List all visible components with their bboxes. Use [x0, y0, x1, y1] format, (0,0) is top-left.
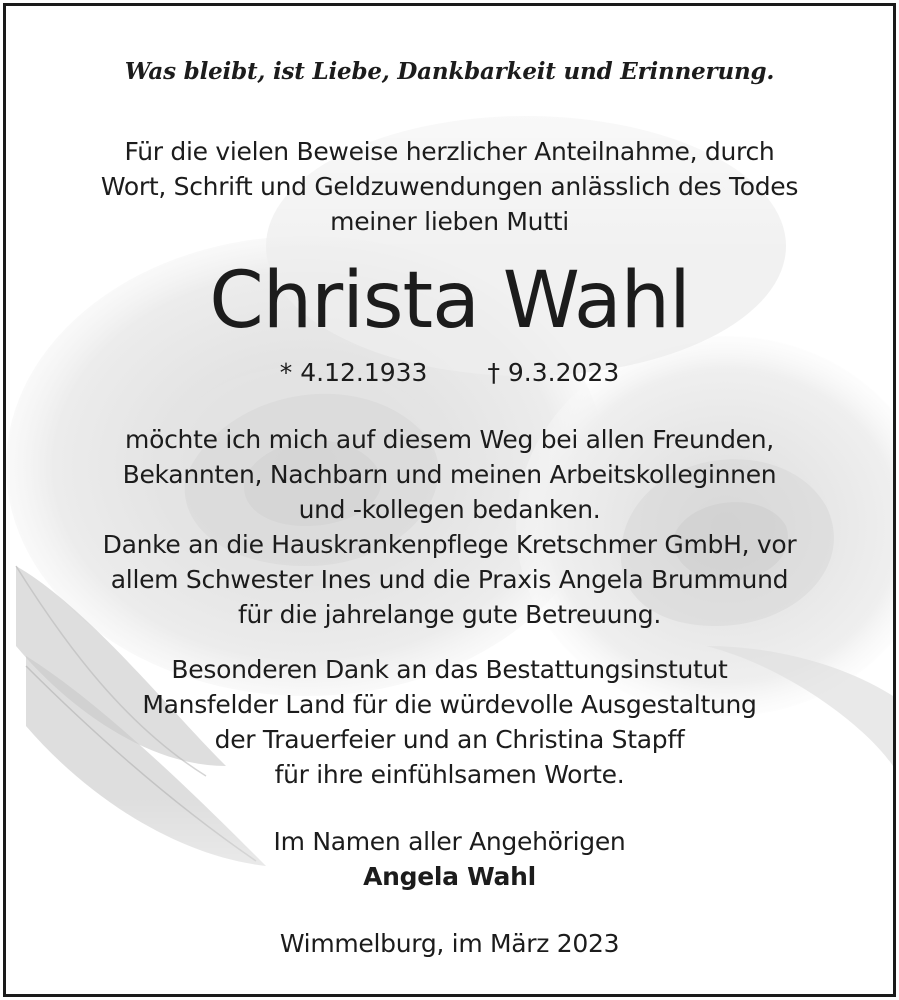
- obituary-card: [3, 3, 896, 997]
- intro-line: Für die vielen Beweise herzlicher Anteilnahme, durch: [124, 137, 775, 166]
- special-thanks-line: Mansfelder Land für die würdevolle Ausgestaltung: [142, 690, 757, 719]
- life-dates: [6, 358, 893, 387]
- thanks-line: möchte ich mich auf diesem Weg bei allen Freunden,: [125, 425, 774, 454]
- special-thanks-line: der Trauerfeier und an Christina Stapff: [214, 725, 685, 754]
- place-date: [6, 926, 893, 961]
- signer-name: Angela Wahl: [363, 862, 536, 891]
- thanks-line: und -kollegen bedanken.: [298, 495, 601, 524]
- thanks-line: allem Schwester Ines und die Praxis Angela Brummund: [110, 565, 789, 594]
- birth-date: * 4.12.1933: [279, 358, 428, 387]
- death-date: † 9.3.2023: [487, 358, 620, 387]
- place-date-line: Wimmelburg, im März 2023: [279, 929, 620, 958]
- special-thanks-line: Besonderen Dank an das Bestattungsinstutut: [171, 655, 728, 684]
- intro-line: meiner lieben Mutti: [330, 207, 569, 236]
- thanks-paragraph: [6, 422, 893, 632]
- intro-line: Wort, Schrift und Geldzuwendungen anlässlich des Todes: [100, 172, 799, 201]
- thanks-line: Danke an die Hauskrankenpflege Kretschmer GmbH, vor: [102, 530, 797, 559]
- special-thanks-line: für ihre einfühlsamen Worte.: [274, 760, 625, 789]
- signature-line: Im Namen aller Angehörigen: [273, 827, 626, 856]
- intro-paragraph: [6, 134, 893, 239]
- thanks-line: für die jahrelange gute Betreuung.: [238, 600, 661, 629]
- deceased-name: Christa Wahl: [209, 256, 690, 346]
- thanks-line: Bekannten, Nachbarn und meinen Arbeitskolleginnen: [122, 460, 777, 489]
- signature-block: [6, 824, 893, 894]
- obituary-content: [6, 6, 893, 994]
- special-thanks-paragraph: [6, 652, 893, 792]
- motto-heading: Was bleibt, ist Liebe, Dankbarkeit und Erinnerung.: [124, 58, 775, 85]
